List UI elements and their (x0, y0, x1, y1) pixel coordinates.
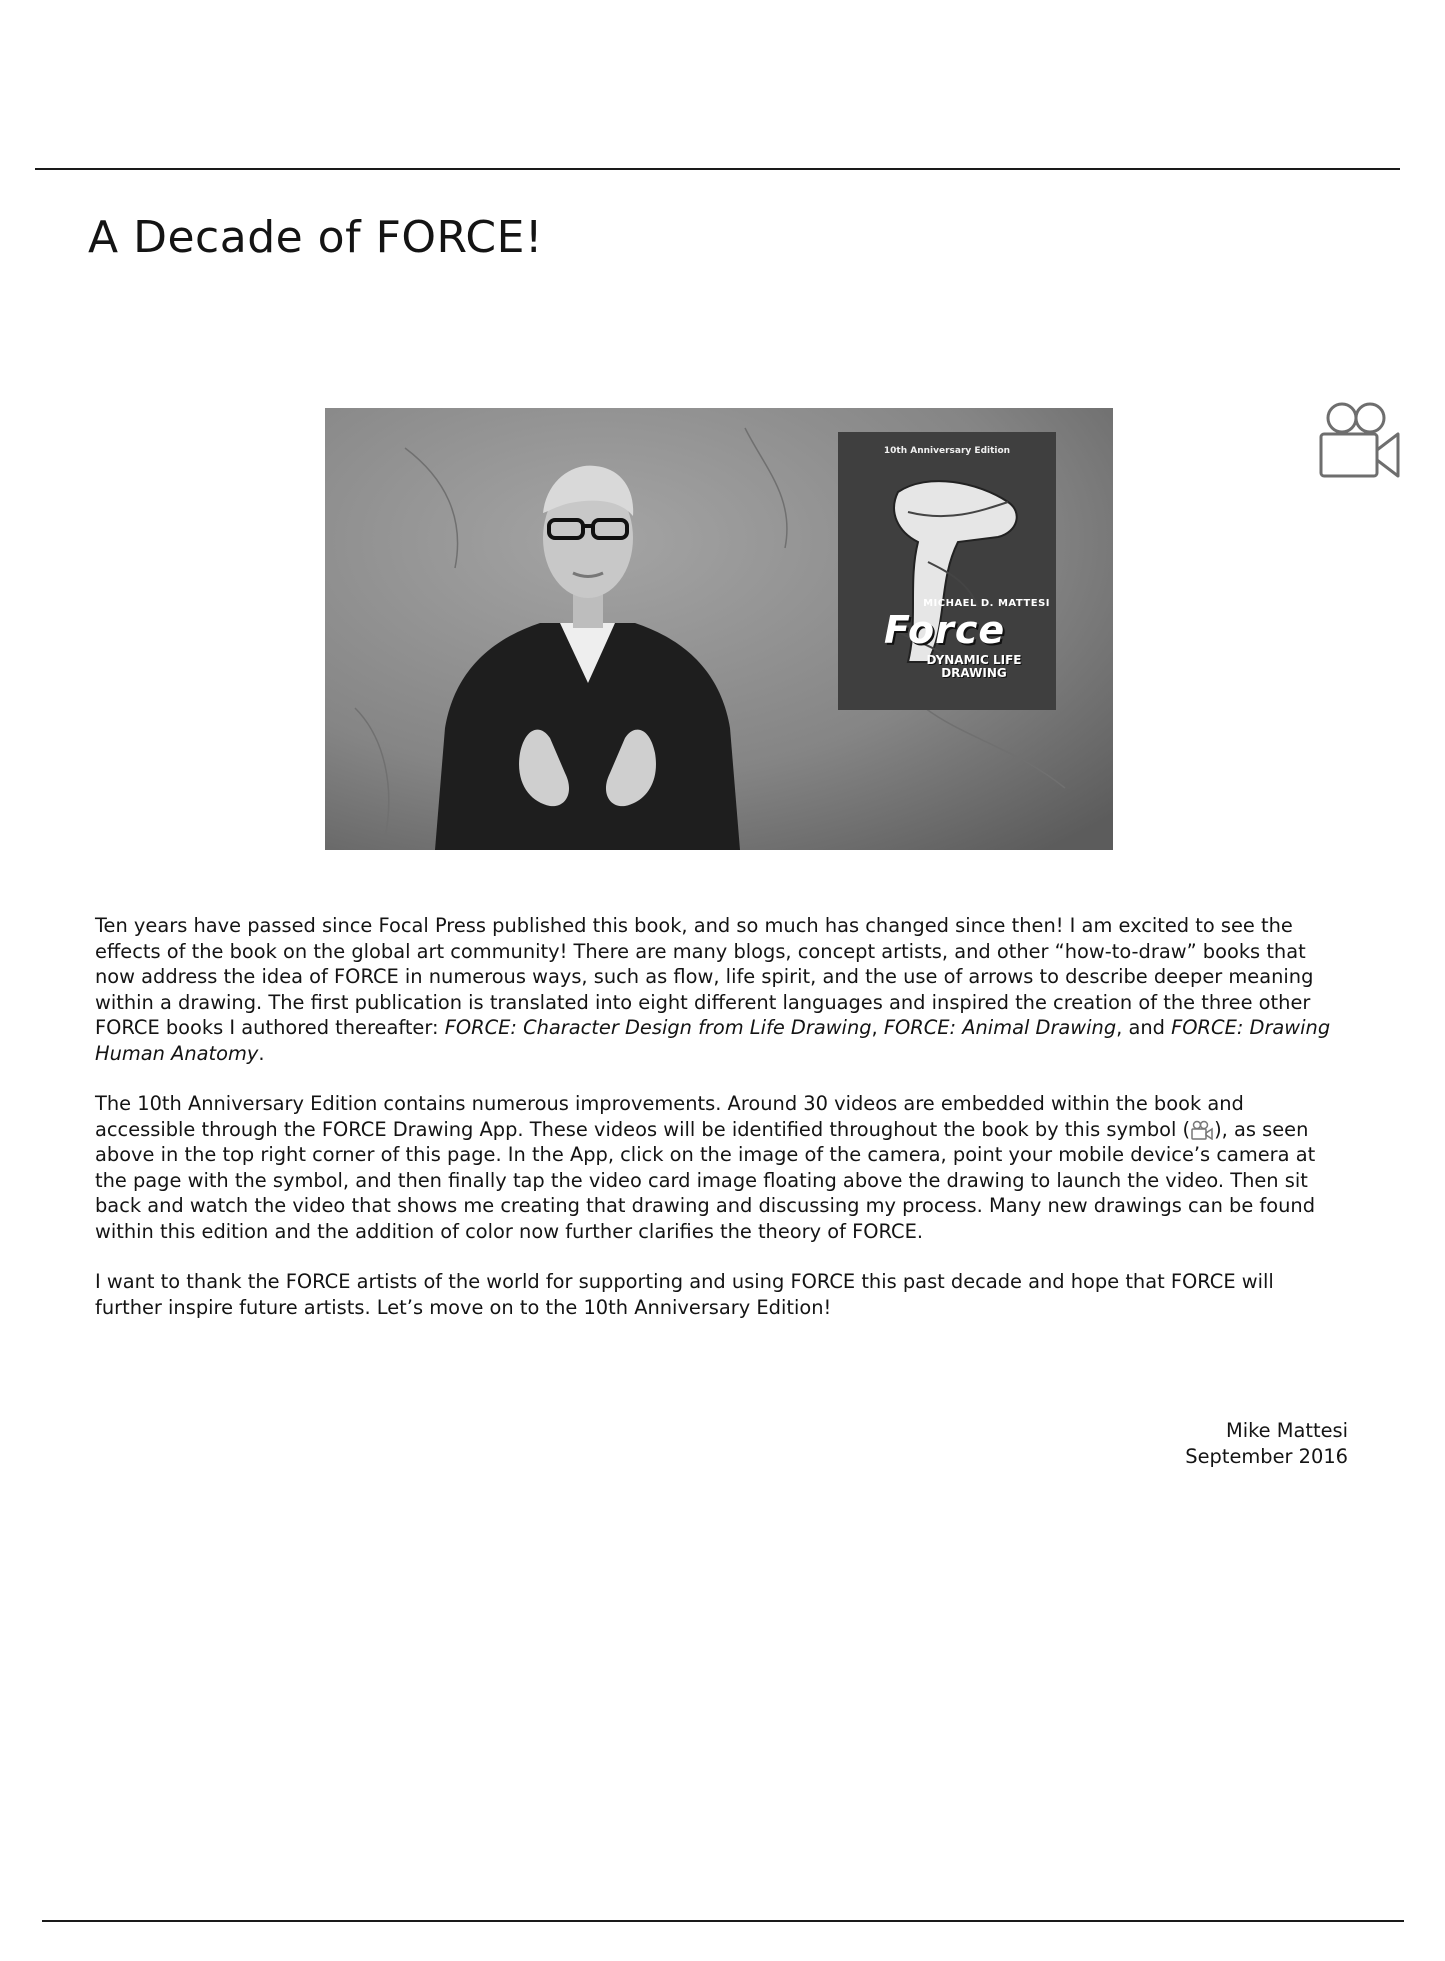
period: . (258, 1041, 265, 1065)
paragraph-intro (95, 913, 1345, 1066)
separator: , (871, 1016, 884, 1039)
cover-subtitle-line2: DRAWING (941, 666, 1007, 680)
cover-subtitle-line1: DYNAMIC LIFE (926, 653, 1022, 667)
paragraph-thanks: I want to thank the FORCE artists of the world for supporting and using FORCE this past decade and hope that FORCE will further inspire future artists. Let’s move on to the 10th Anniversary Edition! (95, 1270, 1274, 1319)
bottom-rule (42, 1920, 1404, 1922)
cover-edition: 10th Anniversary Edition (883, 446, 1011, 456)
page-title: A Decade of FORCE! (88, 212, 544, 263)
top-rule (35, 168, 1400, 170)
inline-video-camera-icon (1190, 1120, 1214, 1140)
cover-author: MICHAEL D. MATTESI (923, 598, 1050, 609)
author-name: Mike Mattesi (1226, 1419, 1348, 1442)
book-title-character-design: FORCE: Character Design from Life Drawing (444, 1016, 872, 1039)
separator: , and (1116, 1016, 1172, 1039)
book-title-animal-drawing: FORCE: Animal Drawing (883, 1016, 1117, 1039)
signature-date: September 2016 (1185, 1445, 1348, 1468)
anniversary-text-b: ), as seen above in the top right corner of this page. In the App, click on the image of the camera, point your mobile device’s camera at the page with the symbol, and then finally tap the video card image floating above the drawing to launch the video. Then sit back and watch the video that shows me creating that drawing and discussing my process. Many new drawings can be found within this edition and the addition of color now further clarifies the theory of FORCE. (95, 1117, 1316, 1243)
video-thumbnail[interactable] (325, 408, 1113, 850)
paragraph-anniversary (95, 1091, 1345, 1244)
video-camera-icon (1316, 400, 1401, 480)
book-cover (838, 432, 1056, 710)
cover-title: Force (884, 608, 1006, 652)
book-title-human-anatomy: FORCE: Drawing Human Anatomy (95, 1016, 1331, 1065)
signature (1185, 1418, 1348, 1470)
cover-subtitle (908, 654, 1040, 680)
intro-text: Ten years have passed since Focal Press published this book, and so much has changed since then! I am excited to see the effects of the book on the global art community! There are many blogs, concept artists, and other “how-to-draw” books that now address the idea of FORCE in numerous ways, such as flow, life spirit, and the use of arrows to describe deeper meaning within a drawing. The first publication is translated into eight different languages and inspired the creation of the three other FORCE books I authored thereafter: (95, 914, 1314, 1039)
anniversary-text-a: The 10th Anniversary Edition contains numerous improvements. Around 30 videos are embedded within the book and accessible through the FORCE Drawing App. These videos will be identified throughout the book by this symbol ( (95, 1092, 1244, 1141)
body-text (95, 913, 1345, 1345)
